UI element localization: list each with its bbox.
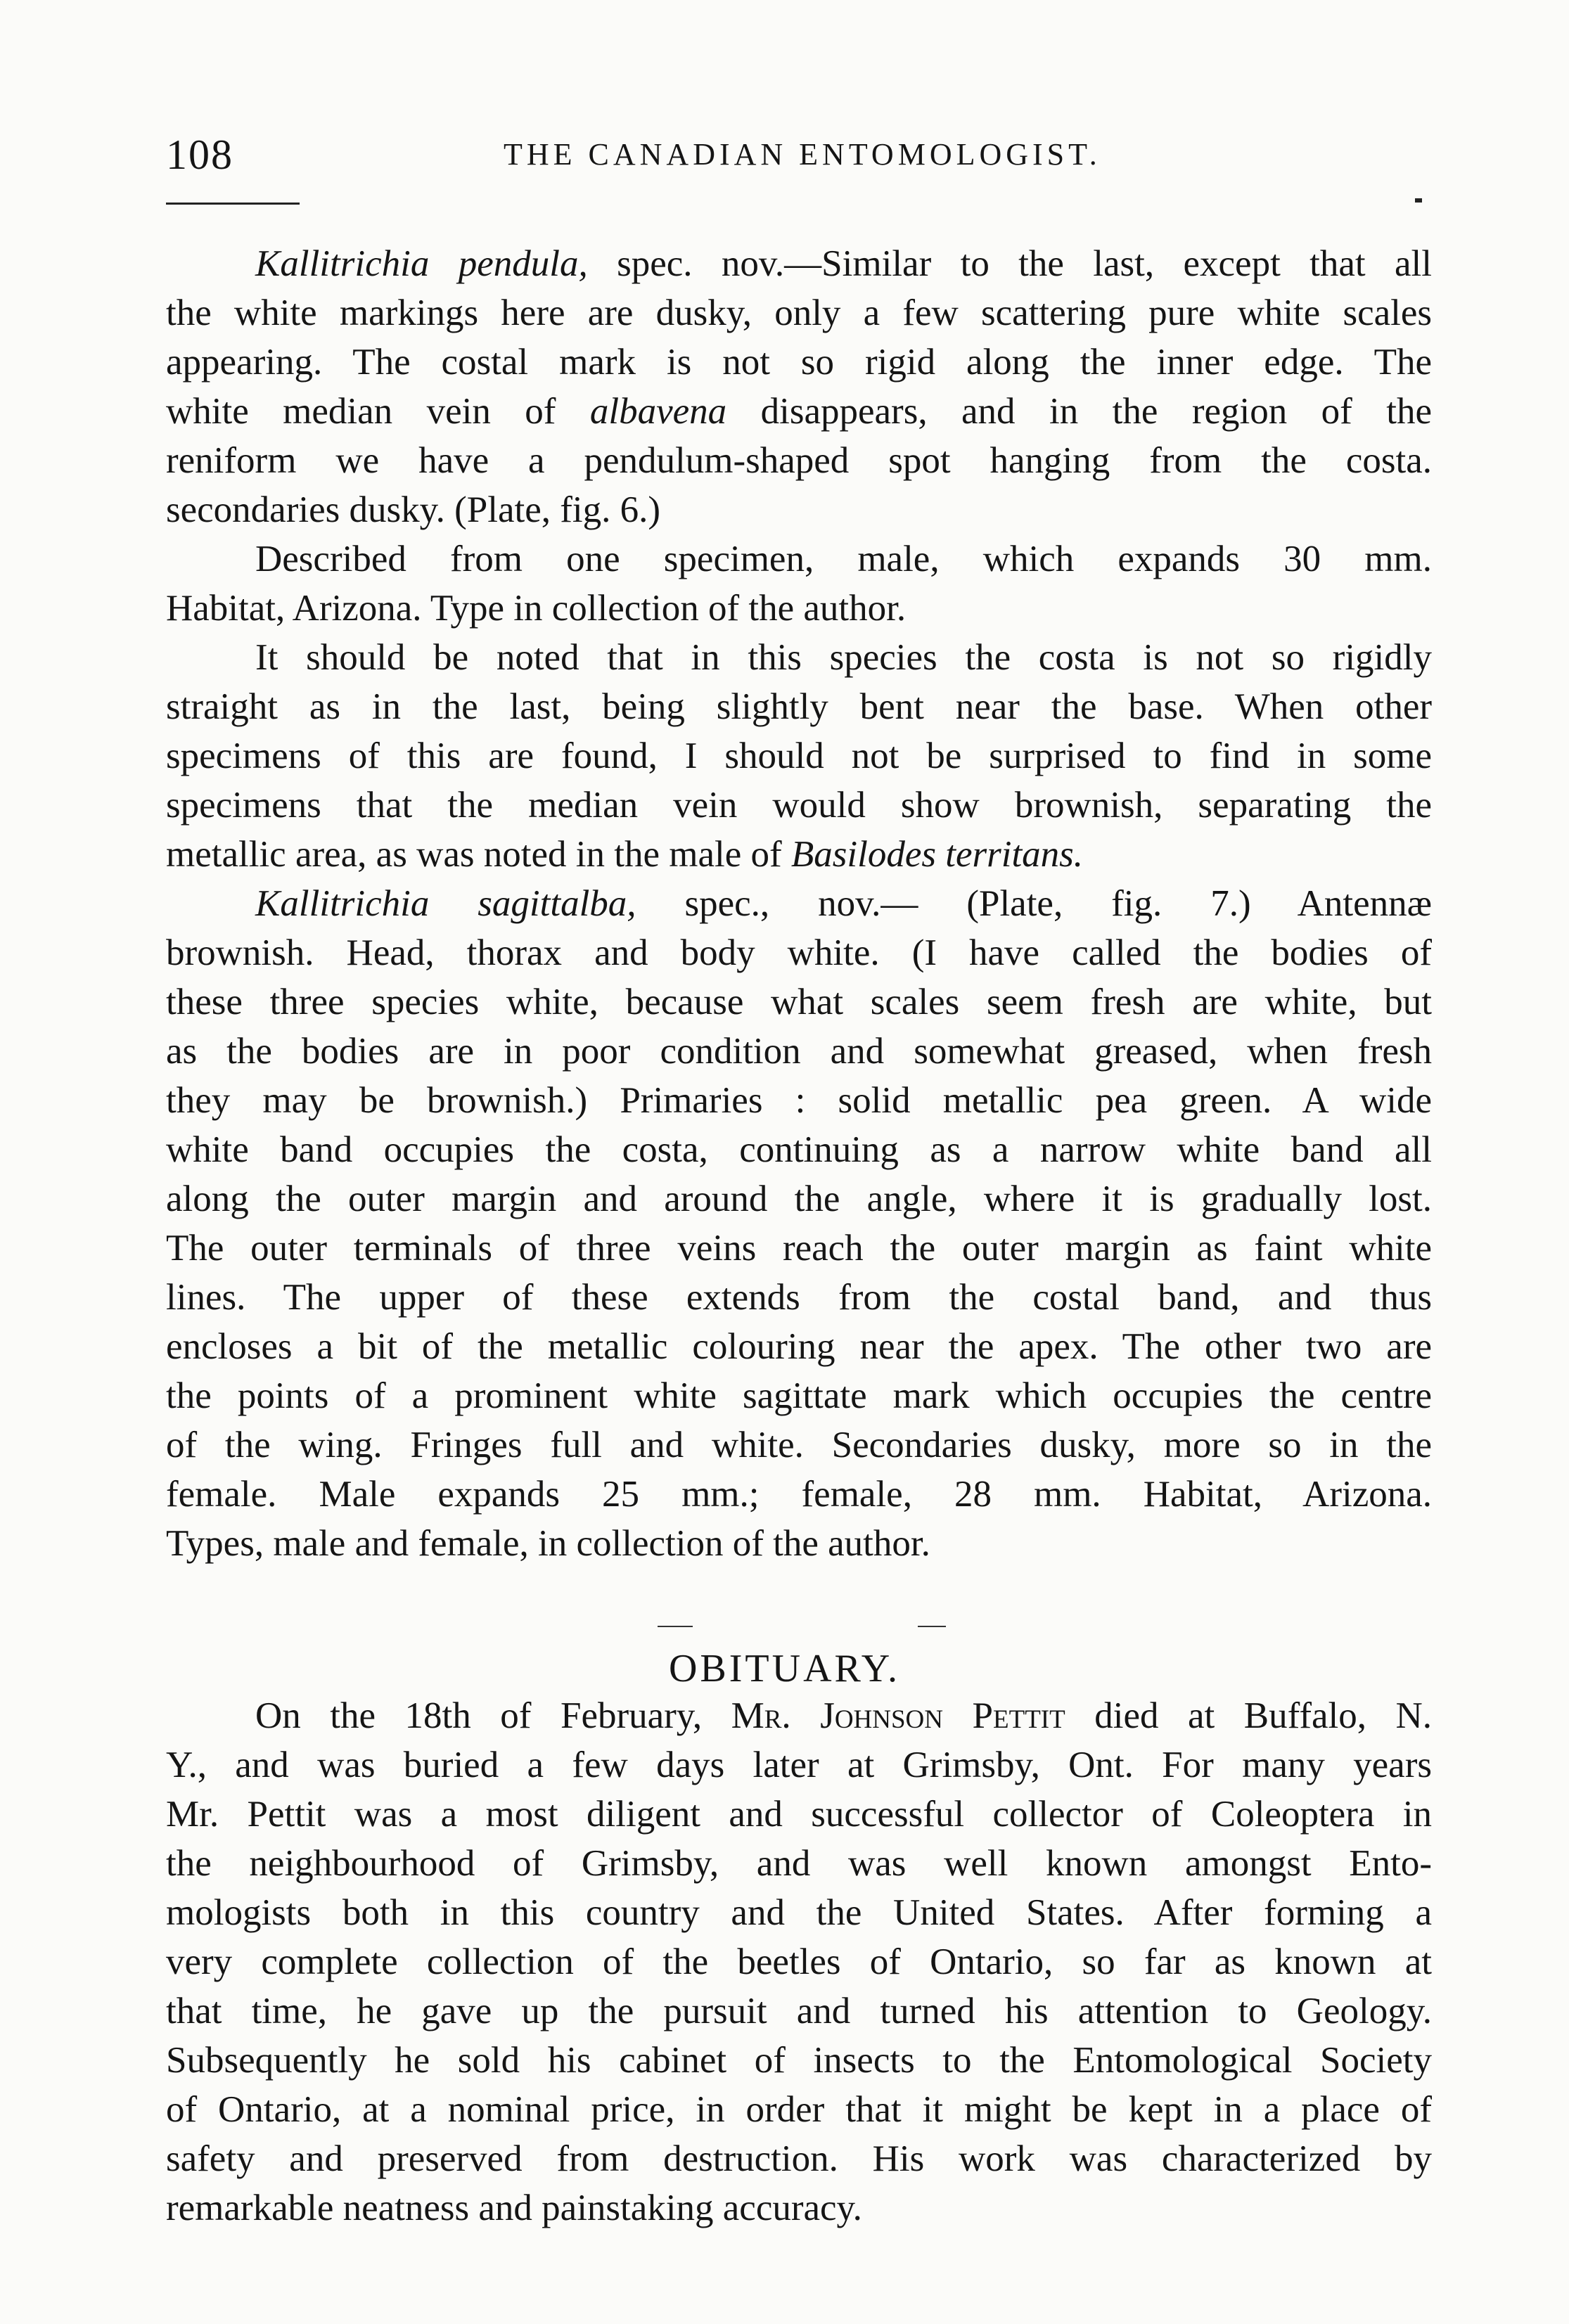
text-segment: Subsequently he sold his cabinet of insects to the Entomological Society [166, 2040, 1432, 2081]
text-line [166, 1273, 1432, 1322]
text-line [166, 1174, 1432, 1224]
text-segment: specimens that the median vein would show brownish, separating the [166, 785, 1432, 826]
text-line [166, 584, 1432, 633]
text-line [166, 2183, 1432, 2233]
text-segment: secondaries dusky. (Plate, fig. 6.) [166, 489, 661, 530]
section-separator-right [918, 1626, 946, 1627]
text-segment: On the 18th of February, [255, 1695, 731, 1736]
italic-segment: Kallitrichia sagittalba, [255, 883, 636, 924]
text-segment: reniform we have a pendulum-shaped spot hanging from the costa. [166, 440, 1432, 481]
text-line [166, 1224, 1432, 1273]
text-line [166, 2036, 1432, 2085]
text-line [166, 928, 1432, 977]
text-segment: Habitat, Arizona. Type in collection of the author. [166, 588, 907, 629]
text-line [255, 633, 1432, 682]
text-segment: spec., nov.— (Plate, fig. 7.) Antennæ [636, 883, 1432, 924]
text-segment: along the outer margin and around the angle, where it is gradually lost. [166, 1179, 1432, 1219]
text-segment: appearing. The costal mark is not so rigid along the inner edge. The [166, 342, 1432, 383]
italic-segment: Basilodes territans. [790, 834, 1084, 875]
text-line [166, 731, 1432, 781]
text-line [255, 1691, 1432, 1740]
page-number: 108 [166, 131, 233, 178]
text-line [166, 682, 1432, 731]
small-caps-segment: Mr. Johnson Pettit [731, 1695, 1065, 1736]
text-line [166, 781, 1432, 830]
text-line [166, 830, 1432, 879]
text-line [166, 1888, 1432, 1937]
text-line [166, 1027, 1432, 1076]
page-header [166, 131, 1432, 180]
text-line [255, 534, 1432, 584]
text-segment: white median vein of [166, 391, 590, 432]
text-segment: the white markings here are dusky, only a few scattering pure white scales [166, 293, 1432, 333]
text-line [166, 485, 1432, 534]
text-line [166, 1519, 1432, 1568]
header-rule [166, 203, 300, 205]
text-segment: encloses a bit of the metallic colouring near the apex. The other two are [166, 1326, 1432, 1367]
running-title: THE CANADIAN ENTOMOLOGIST. [504, 137, 1101, 172]
text-line [166, 1790, 1432, 1839]
text-line [166, 1839, 1432, 1888]
text-line [166, 288, 1432, 338]
obituary-heading: OBITUARY. [668, 1647, 900, 1690]
text-line [166, 1371, 1432, 1420]
text-segment: that time, he gave up the pursuit and turned his attention to Geology. [166, 1991, 1432, 2031]
text-segment: white band occupies the costa, continuing as a narrow white band all [166, 1129, 1432, 1170]
text-segment: The outer terminals of three veins reach the outer margin as faint white [166, 1228, 1432, 1269]
text-line [166, 1986, 1432, 2036]
text-line [166, 436, 1432, 485]
text-segment: specimens of this are found, I should not be surprised to find in some [166, 736, 1432, 776]
text-segment: the neighbourhood of Grimsby, and was well known amongst Ento- [166, 1843, 1432, 1884]
text-segment: these three species white, because what scales seem fresh are white, but [166, 982, 1432, 1022]
text-segment: Mr. Pettit was a most diligent and successful collector of Coleoptera in [166, 1794, 1432, 1835]
text-segment: spec. nov.—Similar to the last, except that all [587, 243, 1432, 284]
text-segment: remarkable neatness and painstaking accuracy. [166, 2188, 862, 2228]
text-line [166, 1740, 1432, 1790]
text-segment: straight as in the last, being slightly bent near the base. When other [166, 686, 1432, 727]
text-segment: died at Buffalo, N. [1065, 1695, 1433, 1736]
text-line [166, 977, 1432, 1027]
header-rule-mark [1415, 198, 1422, 203]
text-line [166, 387, 1432, 436]
text-segment: as the bodies are in poor condition and somewhat greased, when fresh [166, 1031, 1432, 1072]
text-segment: Types, male and female, in collection of the author. [166, 1523, 930, 1564]
text-segment: It should be noted that in this species the costa is not so rigidly [255, 637, 1432, 678]
italic-segment: albavena [589, 391, 727, 432]
text-segment: mologists both in this country and the United States. After forming a [166, 1892, 1432, 1933]
text-segment: female. Male expands 25 mm.; female, 28 mm. Habitat, Arizona. [166, 1474, 1432, 1515]
text-segment: Y., and was buried a few days later at Grimsby, Ont. For many years [166, 1745, 1432, 1785]
text-line [166, 1076, 1432, 1125]
text-segment: metallic area, as was noted in the male of [166, 834, 791, 875]
text-line [166, 1322, 1432, 1371]
italic-segment: Kallitrichia pendula, [255, 243, 588, 284]
text-line [166, 1937, 1432, 1986]
text-segment: lines. The upper of these extends from the costal band, and thus [166, 1277, 1432, 1318]
text-line [166, 2085, 1432, 2134]
text-line [166, 2134, 1432, 2183]
text-segment: disappears, and in the region of the [726, 391, 1432, 432]
text-segment: safety and preserved from destruction. His work was characterized by [166, 2138, 1432, 2179]
section-separator-left [658, 1626, 693, 1627]
text-line [255, 239, 1432, 288]
text-segment: of Ontario, at a nominal price, in order that it might be kept in a place of [166, 2089, 1432, 2130]
text-line [255, 879, 1432, 928]
text-line [166, 1470, 1432, 1519]
text-line [166, 338, 1432, 387]
text-segment: brownish. Head, thorax and body white. (I have called the bodies of [166, 932, 1432, 973]
text-segment: the points of a prominent white sagittate mark which occupies the centre [166, 1375, 1432, 1416]
text-segment: of the wing. Fringes full and white. Secondaries dusky, more so in the [166, 1425, 1432, 1465]
text-line [166, 1420, 1432, 1470]
text-segment: they may be brownish.) Primaries : solid metallic pea green. A wide [166, 1080, 1432, 1121]
text-segment: very complete collection of the beetles of Ontario, so far as known at [166, 1941, 1432, 1982]
text-segment: Described from one specimen, male, which expands 30 mm. [255, 539, 1432, 579]
text-line [166, 1125, 1432, 1174]
